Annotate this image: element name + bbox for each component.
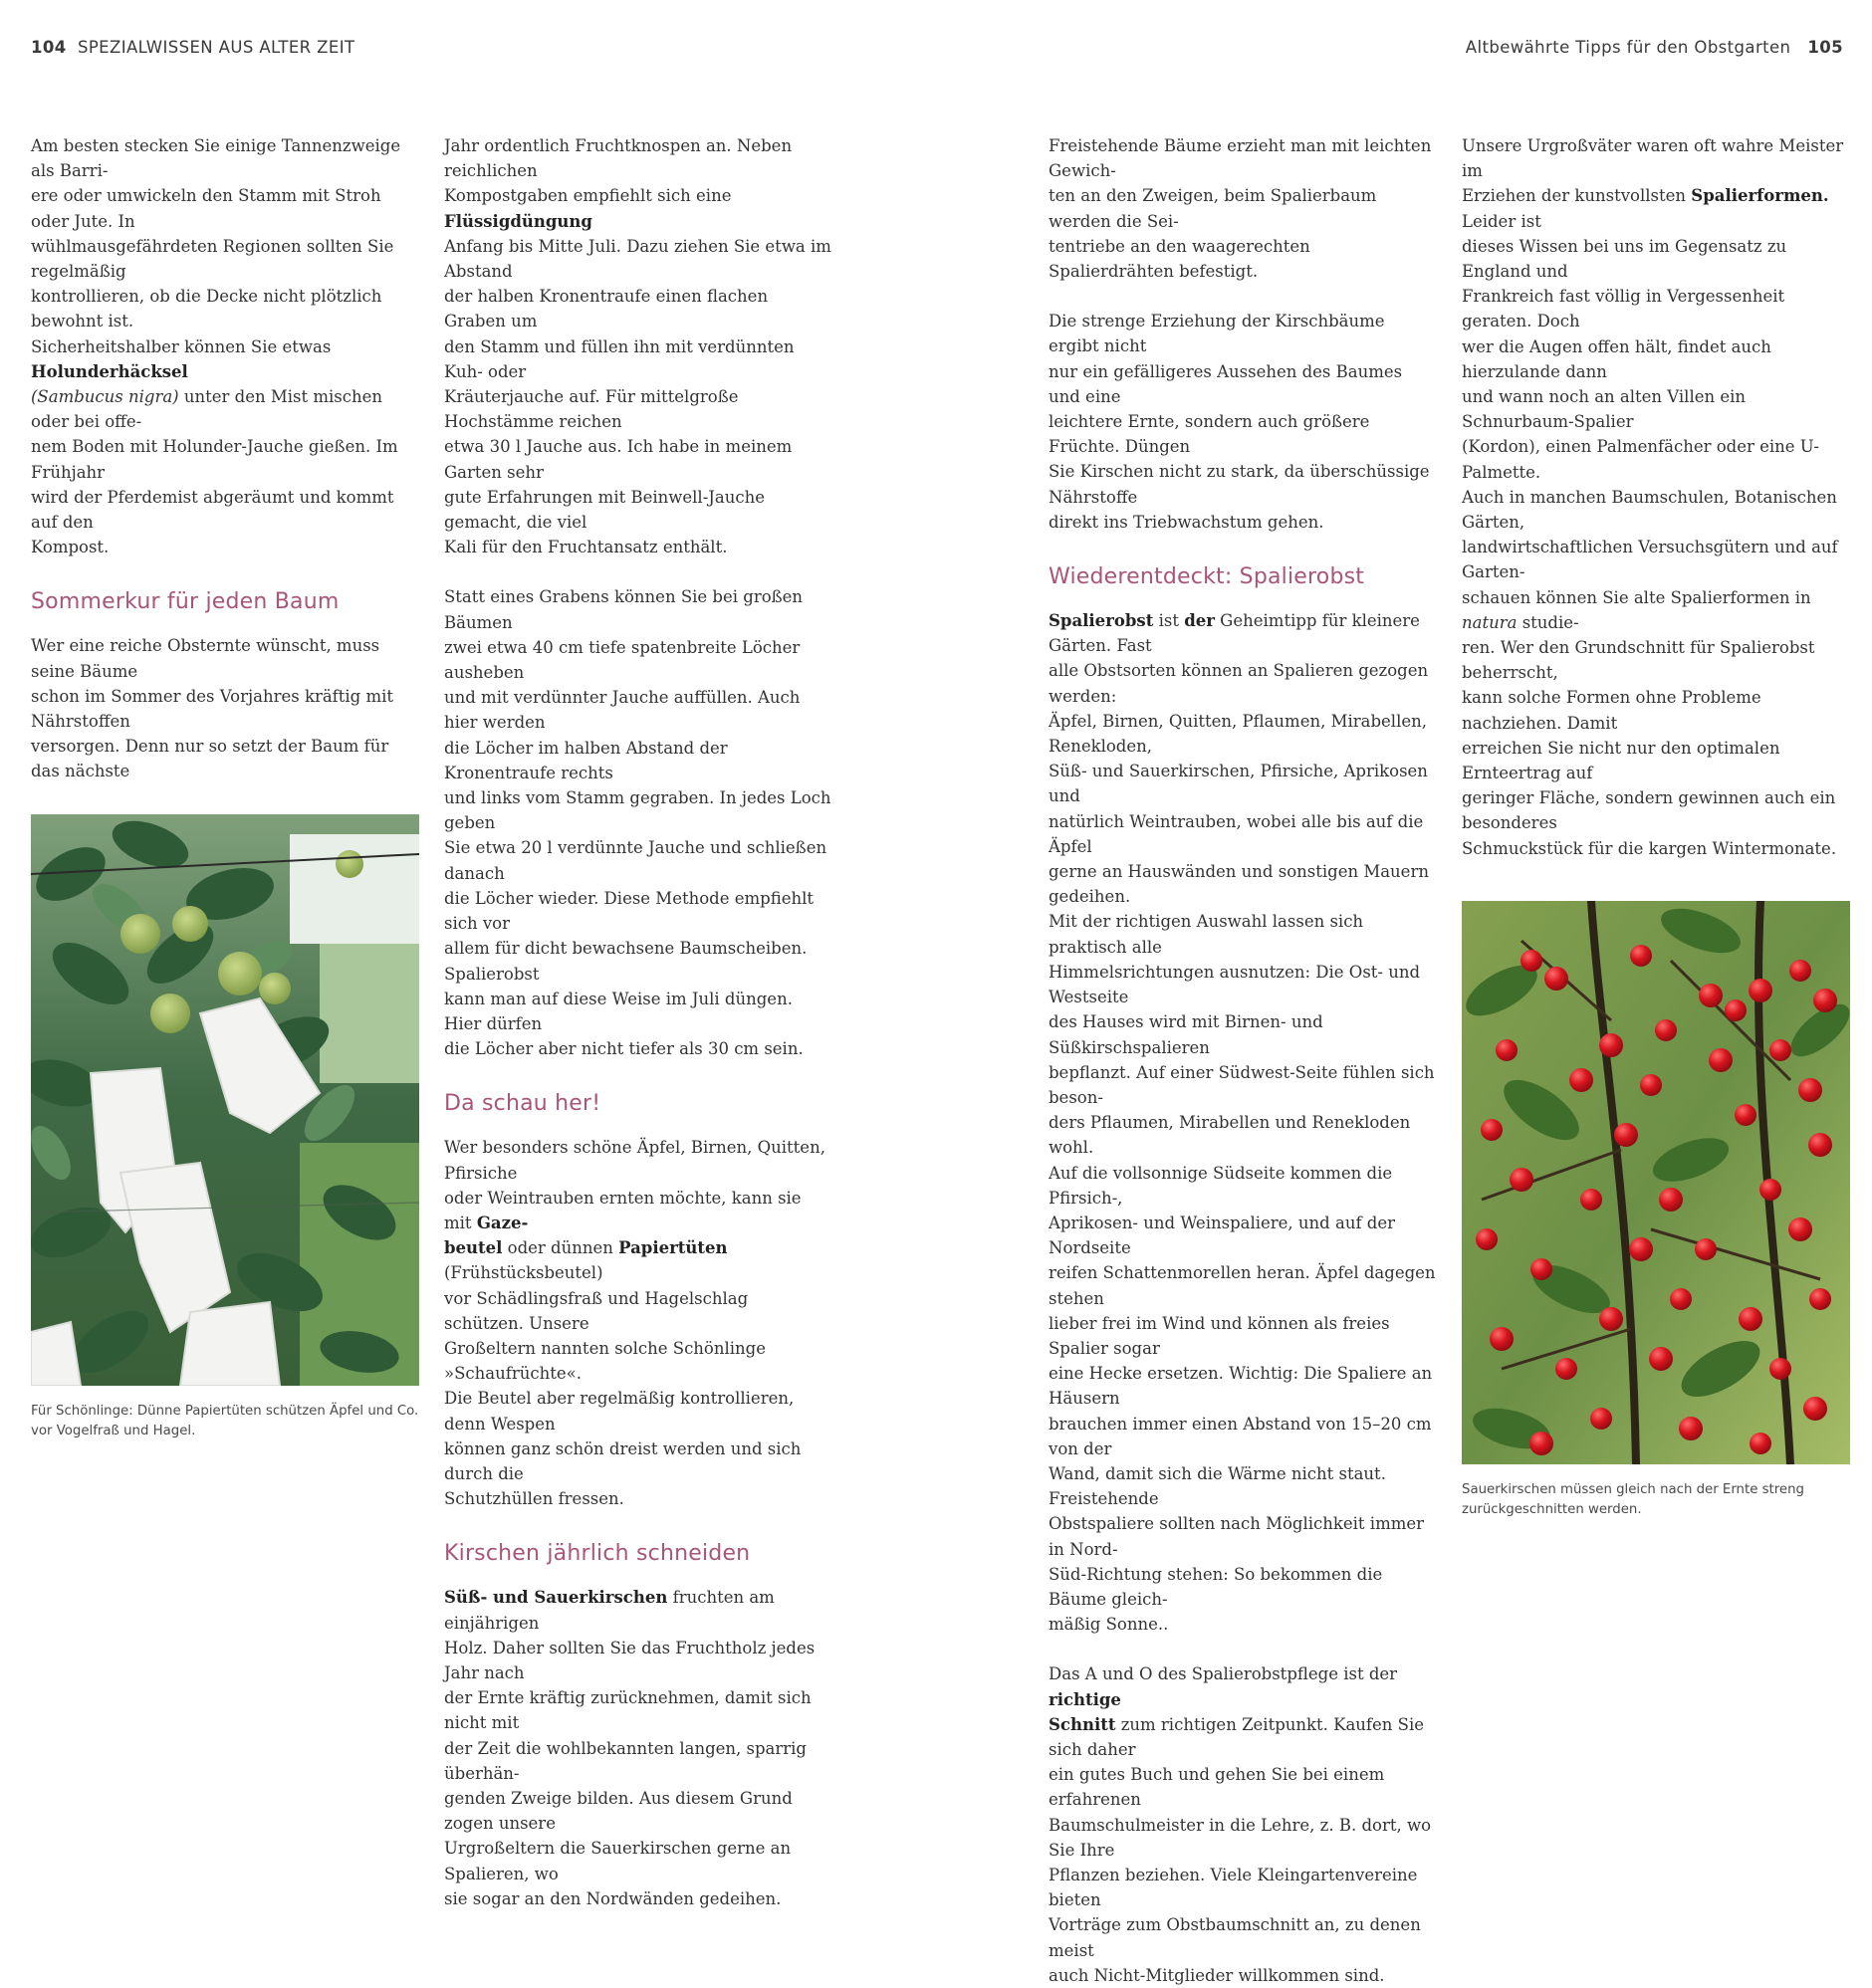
- left-page: [0, 0, 936, 1908]
- paragraph-kirschen: Süß- und Sauerkirschen fruchten am einjährigen Holz. Daher sollten Sie das Fruchtholz jedes Jahr nach der Ernte kräftig zurücknehmen, damit sich nicht mit der Zeit die wohlbekannten langen, sparrig überhän- genden Zweige bilden. Aus diesem Grund zogen unsere Urgroßeltern die Sauerkirschen gerne an Spalieren, wo sie sogar an den Nordwänden gedeihen.: [444, 1588, 816, 1908]
- paragraph-schnitt: Das A und O des Spalierobstpflege ist der richtige Schnitt zum richtigen Zeitpunkt. Kaufen Sie sich daher ein gutes Buch und gehen Sie bei einem erfahrenen Baumschulmeister in die Lehre, z. B. dort, wo Sie Ihre Pflanzen beziehen. Viele Kleingartenvereine bieten Vorträge zum Obstbaumschnitt an, zu denen meist auch Nicht-Mitglieder willkommen sind.: [1049, 1664, 1432, 1985]
- left-running-head: [31, 38, 354, 57]
- photo-sour-cherries: [1462, 901, 1850, 1464]
- paragraph-mulch: Am besten stecken Sie einige Tannenzweige als Barri- ere oder umwickeln den Stamm mit Stroh oder Jute. In wühlmausgefährdeten Regionen sollten Sie regelmäßig kontrollieren, ob die Decke nicht plötzlich bewohnt ist. Sicherheitshalber können Sie etwas Holunderhäcksel (Sambucus nigra) unter den Mist mischen oder bei offe- nem Boden mit Holunder-Jauche gießen. Im Frühjahr wird der Pferdemist abgeräumt und kommt auf den Kompost.: [31, 136, 401, 557]
- caption-right: Sauerkirschen müssen gleich nach der Ernte streng zurückgeschnitten werden.: [1462, 1481, 1804, 1517]
- right-page: [936, 0, 1872, 1985]
- paragraph-gewichte: Freistehende Bäume erzieht man mit leichten Gewich- ten an den Zweigen, beim Spalierbaum werden die Sei- tentriebe an den waagerechten Spalierdrähten befestigt.: [1049, 136, 1432, 282]
- paragraph-graben: Statt eines Grabens können Sie bei großen Bäumen zwei etwa 40 cm tiefe spatenbreite Löcher ausheben und mit verdünnter Jauche auffüllen. Auch hier werden die Löcher im halben Abstand der Kronentraufe rechts und links vom Stamm gegraben. In jedes Loch geben Sie etwa 20 l verdünnte Jauche und schließen danach die Löcher wieder. Diese Methode empfiehlt sich vor allem für dicht bewachsene Baumscheiben. Spalierobst kann man auf diese Weise im Juli düngen. Hier dürfen die Löcher aber nicht tiefer als 30 cm sein.: [444, 587, 831, 1059]
- right-page-number: 105: [1807, 38, 1843, 57]
- heading-kirschen-schneiden: Kirschen jährlich schneiden: [444, 1541, 751, 1567]
- left-column-1: [31, 133, 419, 1441]
- left-page-number: 104: [31, 38, 67, 57]
- caption-left: Für Schönlinge: Dünne Papiertüten schützen Äpfel und Co. vor Vogelfraß und Hagel.: [31, 1403, 419, 1438]
- right-column-1: [1049, 133, 1437, 1988]
- right-running-head: [1466, 38, 1843, 57]
- right-running-title: Altbewährte Tipps für den Obstgarten: [1465, 38, 1791, 57]
- paragraph-obsternte: Wer eine reiche Obsternte wünscht, muss seine Bäume schon im Sommer des Vorjahres kräftig mit Nährstoffen versorgen. Denn nur so setzt der Baum für das nächste: [31, 636, 394, 781]
- heading-da-schau-her: Da schau her!: [444, 1091, 601, 1117]
- paragraph-spalierobst: Spalierobst ist der Geheimtipp für kleinere Gärten. Fast alle Obstsorten können an Spalieren gezogen werden: Äpfel, Birnen, Quitten, Pflaumen, Mirabellen, Renekloden, Süß- und Sauerkirschen, Pfirsiche, Aprikosen und natürlich Weintrauben, wobei alle bis auf die Äpfel gerne an Hauswänden und sonstigen Mauern gedeihen. Mit der richtigen Auswahl lassen sich praktisch alle Himmelsrichtungen ausnutzen: Die Ost- und Westseite des Hauses wird mit Birnen- und Süßkirschspalieren bepflanzt. Auf einer Südwest-Seite fühlen sich beson- ders Pflaumen, Mirabellen und Renekloden wohl. Auf die vollsonnige Südseite kommen die Pfirsich-, Aprikosen- und Weinspaliere, und auf der Nordseite reifen Schattenmorellen heran. Äpfel dagegen stehen lieber frei im Wind und können als freies Spalier sogar eine Hecke ersetzen. Wichtig: Die Spaliere an Häusern brauchen immer einen Abstand von 15–20 cm von der Wand, damit sich die Wärme nicht staut. Freistehende Obstspaliere sollten nach Möglichkeit immer in Nord- Süd-Richtung stehen: So bekommen die Bäume gleich- mäßig Sonne..: [1049, 611, 1436, 1635]
- paragraph-schaufruechte: Wer besonders schöne Äpfel, Birnen, Quitten, Pfirsiche oder Weintrauben ernten möchte, kann sie mit Gaze- beutel oder dünnen Papiertüten (Frühstücksbeutel) vor Schädlingsfraß und Hagelschlag schützen. Unsere Großeltern nannten solche Schönlinge »Schaufrüchte«. Die Beutel aber regelmäßig kontrollieren, denn Wespen können ganz schön dreist werden und sich durch die Schutzhüllen fressen.: [444, 1138, 825, 1509]
- paragraph-urgrossvaeter: Unsere Urgroßväter waren oft wahre Meister im Erziehen der kunstvollsten Spalierformen. Leider ist dieses Wissen bei uns im Gegensatz zu England und Frankreich fast völlig in Vergessenheit geraten. Doch wer die Augen offen hält, findet auch hierzulande dann und wann noch an alten Villen ein Schnurbaum-Spalier (Kordon), einen Palmenfächer oder eine U-Palmette. Auch in manchen Baumschulen, Botanischen Gärten, landwirtschaftlichen Versuchsgütern und auf Garten- schauen können Sie alte Spalierformen in natura studie- ren. Wer den Grundschnitt für Spalierobst beherrscht, kann solche Formen ohne Probleme nachziehen. Damit erreichen Sie nicht nur den optimalen Ernteertrag auf geringer Fläche, sondern gewinnen auch ein besonderes Schmuckstück für die kargen Wintermonate.: [1462, 136, 1844, 858]
- heading-spalierobst: Wiederentdeckt: Spalierobst: [1049, 564, 1365, 590]
- left-running-title: SPEZIALWISSEN AUS ALTER ZEIT: [77, 38, 355, 57]
- left-column-2: [444, 133, 832, 1911]
- photo-paper-bags: [31, 814, 419, 1386]
- heading-sommerkur: Sommerkur für jeden Baum: [31, 589, 340, 615]
- paragraph-erziehung: Die strenge Erziehung der Kirschbäume ergibt nicht nur ein gefälligeres Aussehen des Baumes und eine leichtere Ernte, sondern auch größere Früchte. Düngen Sie Kirschen nicht zu stark, da überschüssige Nährstoffe direkt ins Triebwachstum gehen.: [1049, 312, 1430, 532]
- paragraph-duengung: Jahr ordentlich Fruchtknospen an. Neben reichlichen Kompostgaben empfiehlt sich eine Flüssigdüngung Anfang bis Mitte Juli. Dazu ziehen Sie etwa im Abstand der halben Kronentraufe einen flachen Graben um den Stamm und füllen ihn mit verdünnten Kuh- oder Kräuterjauche auf. Für mittelgroße Hochstämme reichen etwa 30 l Jauche aus. Ich habe in meinem Garten sehr gute Erfahrungen mit Beinwell-Jauche gemacht, die viel Kali für den Fruchtansatz enthält.: [444, 136, 831, 557]
- right-column-2: [1462, 133, 1850, 1520]
